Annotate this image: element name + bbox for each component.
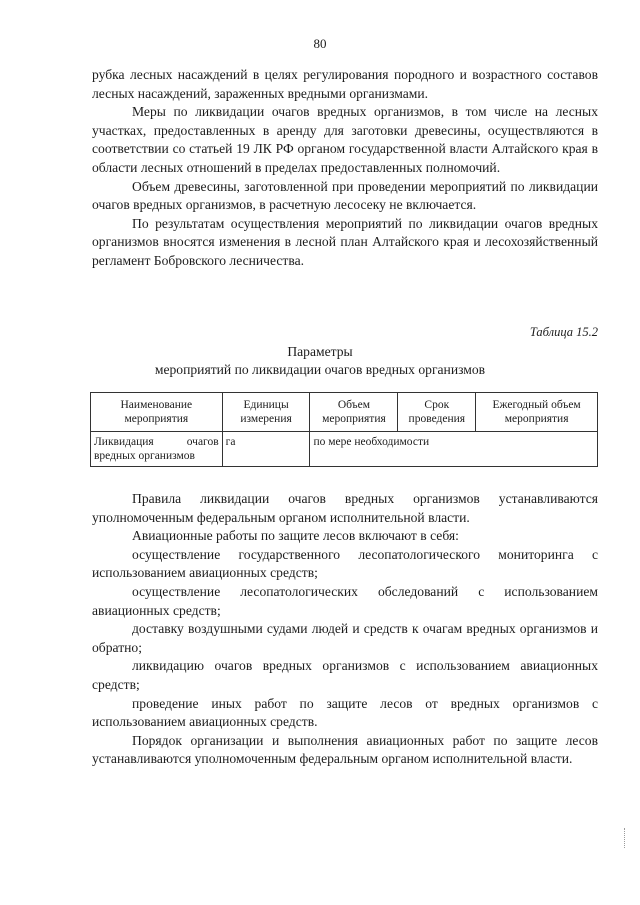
paragraph: осуществление государственного лесопатологического мониторинга с использованием авиационных средств; bbox=[92, 546, 598, 581]
paragraph: Меры по ликвидации очагов вредных организмов, в том числе на лесных участках, предоставленных в аренду для заготовки древесины, осуществляются в соответствии со статьей 19 ЛК РФ органом государственной власти Алтайского края в области лесных отношений в пределах предоставленных полномочий. bbox=[92, 104, 598, 175]
table-header-cell: Наименование мероприятия bbox=[91, 393, 223, 432]
table-cell-line: Ликвидация очагов bbox=[94, 436, 219, 448]
paragraph: доставку воздушными судами людей и средств к очагам вредных организмов и обратно; bbox=[92, 621, 598, 655]
table-caption: Таблица 15.2 bbox=[529, 325, 598, 339]
table-header-cell: Ежегодный объем мероприятия bbox=[476, 393, 598, 432]
paragraph: Авиационные работы по защите лесов включают в себя: bbox=[132, 528, 459, 544]
body-text bbox=[92, 490, 598, 769]
table-cell-name bbox=[91, 432, 223, 467]
table-title-line: мероприятий по ликвидации очагов вредных организмов bbox=[154, 362, 486, 377]
page-number: 80 bbox=[313, 36, 327, 51]
table-header-cell: Объем мероприятия bbox=[310, 393, 398, 432]
table-header-cell: Единицы измерения bbox=[222, 393, 310, 432]
table-cell-unit: га bbox=[222, 432, 310, 467]
intro-text bbox=[92, 66, 598, 271]
table-row bbox=[91, 432, 598, 467]
paragraph: рубка лесных насаждений в целях регулирования породного и возрастного составов лесных насаждений, зараженных вредными организмами. bbox=[92, 67, 598, 101]
table-title-line: Параметры bbox=[287, 344, 353, 359]
paragraph: Правила ликвидации очагов вредных организмов устанавливаются уполномоченным федеральным органом исполнительной власти. bbox=[92, 491, 598, 525]
scan-margin-mark bbox=[624, 828, 627, 848]
paragraph: осуществление лесопатологических обследований с использованием авиационных средств; bbox=[92, 583, 598, 618]
table-cell-volume: по мере необходимости bbox=[310, 432, 598, 467]
parameters-table bbox=[90, 392, 598, 467]
paragraph: По результатам осуществления мероприятий по ликвидации очагов вредных организмов вносятся изменения в лесной план Алтайского края и лесохозяйственный регламент Бобровского лесничества. bbox=[92, 215, 598, 268]
table-header-cell: Срок проведения bbox=[398, 393, 476, 432]
table-header-row bbox=[91, 393, 598, 432]
table-cell-line: вредных организмов bbox=[94, 450, 195, 462]
paragraph: проведение иных работ по защите лесов от вредных организмов с использованием авиационных средств. bbox=[92, 695, 598, 730]
table-title bbox=[0, 343, 640, 379]
paragraph: ликвидацию очагов вредных организмов с использованием авиационных средств; bbox=[92, 658, 598, 692]
paragraph: Порядок организации и выполнения авиационных работ по защите лесов устанавливаются уполномоченным федеральным органом исполнительной власти. bbox=[92, 732, 598, 767]
paragraph: Объем древесины, заготовленной при проведении мероприятий по ликвидации очагов вредных организмов, в расчетную лесосеку не включается. bbox=[92, 178, 598, 213]
